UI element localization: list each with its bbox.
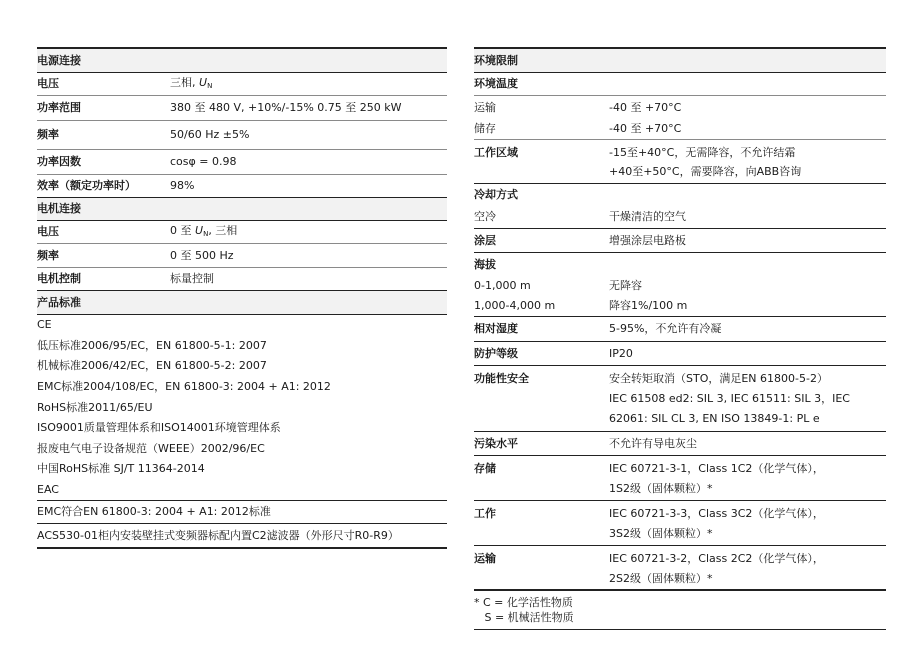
left-spec-table [37,47,447,549]
functional-safety-row: 功能性安全 安全转矩取消（STO，满足EN 61800-5-2） IEC 61508 ed2: SIL 3, IEC 61511: SIL 3，IEC 62061: SIL CL 3, EN ISO 13849-1: PL e [474,365,886,431]
power-factor-row: 功率因数 cosφ = 0.98 [37,149,447,174]
altitude-row: 海拔 [474,252,886,276]
protection-class-row: 防护等级 IP20 [474,341,886,365]
standard-item: CE [37,318,52,332]
standard-item: 机械标准2006/42/EC，EN 61800-5-2: 2007 [37,359,267,373]
environment-limits-header: 环境限制 [474,47,886,73]
emc-compliance-row: EMC符合EN 61800-3: 2004 + A1: 2012标准 [37,500,447,523]
standard-item: EAC [37,483,59,497]
efficiency-row: 效率（额定功率时） 98% [37,174,447,197]
altitude-range2-row: 1,000-4,000 m 降容1%/100 m [474,299,688,312]
storage-temp-row: 储存 -40 至 +70°C [474,122,682,135]
acs530-filter-row: ACS530-01柜内安装壁挂式变频器标配内置C2滤波器（外形尺寸R0-R9） [37,523,447,549]
voltage-row: 电压 三相, $U_N$ [37,75,213,90]
standards-list [37,315,447,500]
motor-connection-header: 电机连接 [37,197,447,221]
product-standards-header: 产品标准 [37,290,447,315]
transport-temp-row: 运输 -40 至 +70°C [474,95,886,119]
footnote-mechanical: S = 机械活性物质 [474,611,574,624]
motor-control-row: 电机控制 标量控制 [37,267,447,290]
power-connection-header: 电源连接 [37,47,447,73]
coating-row: 涂层 增强涂层电路板 [474,228,886,252]
humidity-row: 相对湿度 5-95%，不允许有冷凝 [474,316,886,341]
footnote-chemical: * C = 化学活性物质 [474,596,573,609]
standard-item: 报废电气电子设备规范（WEEE）2002/96/EC [37,441,265,455]
storage-class-row: 存储 IEC 60721-3-1，Class 1C2（化学气体）， 1S2级（固体颗粒）* [474,455,886,500]
pollution-level-row: 污染水平 不允许有导电灰尘 [474,431,886,455]
standard-item: 低压标准2006/95/EC，EN 61800-5-1: 2007 [37,338,267,352]
standard-item: 中国RoHS标准 SJ/T 11364-2014 [37,462,205,476]
operating-area-row: 工作区域 -15至+40°C，无需降容，不允许结霜 +40至+50°C，需要降容，向ABB咨询 [474,139,886,183]
ambient-temp-row: 环境温度 [474,77,518,90]
frequency-row: 频率 50/60 Hz ±5% [37,120,447,149]
air-cooling-row: 空冷 干燥清洁的空气 [474,210,686,223]
altitude-range1-row: 0-1,000 m 无降容 [474,279,642,292]
cooling-row: 冷却方式 [474,183,886,206]
motor-frequency-row: 频率 0 至 500 Hz [37,243,447,267]
right-spec-table [474,47,886,630]
transport-class-row: 运输 IEC 60721-3-2，Class 2C2（化学气体）， 2S2级（固体颗粒）* [474,545,886,591]
power-range-row: 功率范围 380 至 480 V, +10%/-15% 0.75 至 250 kW [37,95,447,120]
footnotes [474,591,886,630]
standard-item: EMC标准2004/108/EC，EN 61800-3: 2004 + A1: 2012 [37,380,331,394]
motor-voltage-row: 电压 0 至 $U_N$, 三相 [37,223,238,238]
standard-item: RoHS标准2011/65/EU [37,400,153,414]
operation-class-row: 工作 IEC 60721-3-3，Class 3C2（化学气体）， 3S2级（固体颗粒）* [474,500,886,545]
standard-item: ISO9001质量管理体系和ISO14001环境管理体系 [37,421,281,435]
